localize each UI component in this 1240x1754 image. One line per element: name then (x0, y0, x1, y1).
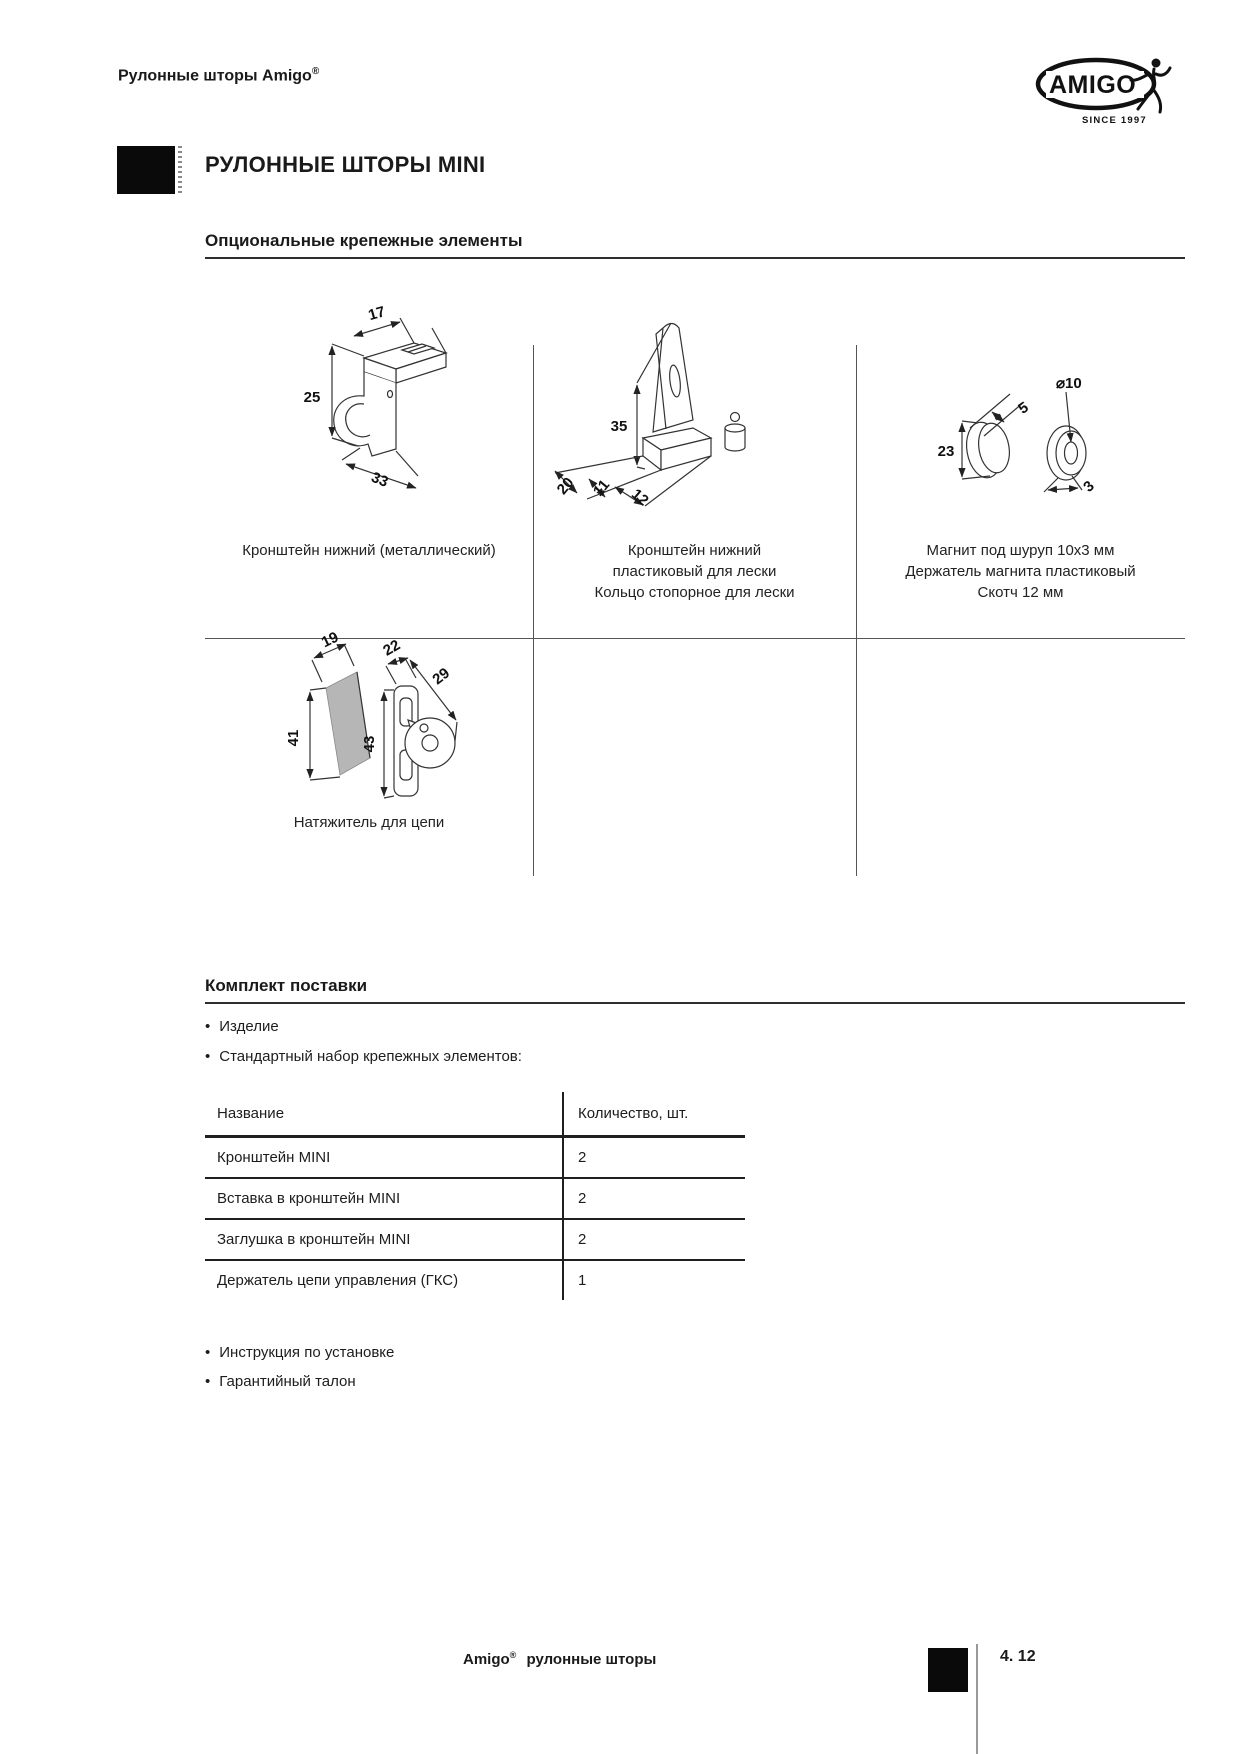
chapter-square (117, 146, 175, 194)
caption-line: Натяжитель для цепи (293, 814, 445, 831)
header-left-text: Рулонные шторы Amigo (118, 67, 312, 85)
amigo-logo (1032, 50, 1182, 134)
item-name: Заглушка в кронштейн MINI (205, 1219, 563, 1260)
dim-plastic-d1: 20 (553, 474, 578, 498)
footer-text: рулонные шторы (526, 1651, 657, 1668)
bullet-text: • Стандартный набор крепежных элементов: (219, 1048, 522, 1065)
page-number: 4. 12 (1000, 1648, 1036, 1665)
kit-bullets-bottom (205, 1338, 394, 1396)
caption-line: Магнит под шуруп 10х3 мм (926, 542, 1115, 559)
item-name: Держатель цепи управления (ГКС) (217, 1272, 459, 1289)
table-row (205, 1260, 745, 1300)
bullet-text: • Гарантийный талон (219, 1373, 356, 1390)
kit-col-qty: Количество, шт. (563, 1092, 745, 1137)
caption-bracket-metal (205, 540, 533, 561)
bullet-text: • Изделие (219, 1018, 279, 1035)
drawing-bracket-plastic (545, 295, 775, 515)
bullet-item (205, 1338, 394, 1367)
dim-tensioner-plate-width: 19 (318, 628, 342, 652)
caption-line: Скотч 12 мм (977, 584, 1064, 601)
dim-metal-depth: 33 (368, 468, 391, 491)
logo-since-text: SINCE 1997 (1082, 115, 1147, 126)
dim-tensioner-bracket-width: 22 (380, 636, 404, 660)
amigo-logo-art (1032, 50, 1182, 134)
drawing-magnet (920, 350, 1140, 505)
caption-line: Кронштейн нижний (627, 542, 762, 559)
drawing-bracket-metal (268, 298, 478, 523)
footer-brand: Amigo (463, 1651, 510, 1668)
dim-plastic-d3: 12 (628, 485, 652, 510)
footer-divider-line (976, 1644, 978, 1754)
caption-line: Кольцо стопорное для лески (594, 584, 795, 601)
caption-line: Держатель магнита пластиковый (905, 563, 1136, 580)
dim-plastic-d2: 11 (589, 476, 614, 500)
page-title: РУЛОННЫЕ ШТОРЫ MINI (205, 152, 486, 177)
table-row (205, 1219, 745, 1260)
dim-magnet-height: 23 (937, 443, 955, 460)
dim-tensioner-bracket-height: 43 (361, 735, 378, 753)
grid-divider-v2 (856, 345, 857, 876)
kit-heading-rule (205, 1002, 1185, 1004)
footer-chapter-square (928, 1648, 968, 1692)
chapter-square-dots (178, 146, 182, 194)
grid-divider-v1 (533, 345, 534, 876)
dim-tensioner-plate-height: 41 (285, 729, 302, 747)
kit-section-heading: Комплект поставки (205, 976, 368, 995)
item-name: Вставка в кронштейн MINI (205, 1178, 563, 1219)
table-row (205, 1137, 745, 1179)
stop-ring (725, 413, 745, 452)
kit-table (205, 1092, 745, 1300)
table-row (205, 1178, 745, 1219)
dim-tensioner-bracket-depth: 29 (429, 664, 454, 689)
bullet-item (205, 1012, 522, 1042)
header-left (118, 66, 319, 85)
item-name: Кронштейн MINI (205, 1137, 563, 1179)
header-left-reg: ® (311, 66, 320, 77)
caption-line: Кронштейн нижний (металлический) (242, 542, 496, 559)
item-qty: 2 (563, 1137, 745, 1179)
dim-plastic-height: 35 (610, 418, 628, 435)
bullet-item (205, 1367, 394, 1396)
dim-magnet-thickness: 5 (1015, 398, 1032, 418)
drawing-tensioner (258, 628, 488, 818)
footer-brand-reg: ® (509, 1650, 517, 1660)
logo-brand-text: AMIGO (1049, 71, 1137, 99)
item-qty: 2 (563, 1178, 745, 1219)
dim-metal-width: 17 (366, 303, 388, 325)
caption-line: пластиковый для лески (612, 563, 777, 580)
footer-brand-line (463, 1650, 656, 1668)
item-qty: 1 (563, 1260, 745, 1300)
caption-bracket-plastic (533, 540, 856, 603)
optional-heading-rule (205, 257, 1185, 259)
caption-magnet (856, 540, 1185, 603)
caption-tensioner (205, 812, 533, 833)
optional-section-heading: Опциональные крепежные элементы (205, 231, 523, 250)
kit-col-name: Название (205, 1092, 563, 1137)
dim-magnet-holder-thickness: 3 (1080, 477, 1098, 496)
kit-table-header-row (205, 1092, 745, 1137)
dim-metal-height: 25 (303, 389, 321, 406)
kit-bullets-top (205, 1012, 522, 1072)
bullet-item (205, 1042, 522, 1072)
bullet-text: • Инструкция по установке (219, 1344, 395, 1361)
dim-magnet-diameter: ⌀10 (1056, 375, 1082, 392)
item-qty: 2 (563, 1219, 745, 1260)
